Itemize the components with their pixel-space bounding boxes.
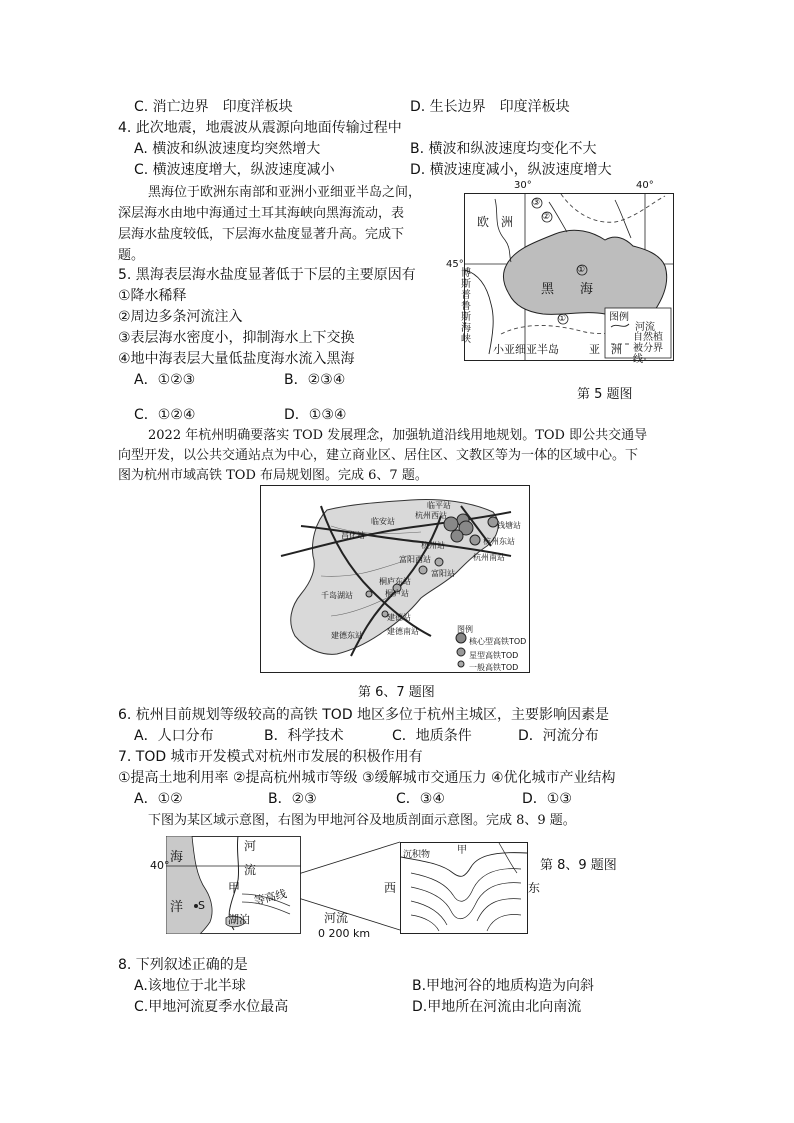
q6-option-d: D．河流分布 xyxy=(518,728,599,744)
station-jiande-south: 建德南站 xyxy=(387,627,419,636)
label-peninsula: 小亚细亚半岛 xyxy=(493,343,559,356)
label-river2: 流 xyxy=(244,863,257,877)
lon-40: 40° xyxy=(636,180,654,191)
station-jiande-east: 建德东站 xyxy=(331,631,363,640)
station-fuyang-west: 富阳西站 xyxy=(399,555,431,564)
label-west: 西 xyxy=(384,881,397,895)
label-contour: 等高线 xyxy=(252,887,288,908)
label-ocean: 洋 xyxy=(170,900,184,915)
q8-option-c: C.甲地河流夏季水位最高 xyxy=(134,999,289,1015)
q6-option-b: B．科学技术 xyxy=(264,728,344,744)
passage2-line1: 2022 年杭州明确要落实 TOD 发展理念，加强轨道沿线用地规划。TOD 即公共交通导 xyxy=(148,428,648,443)
q5-item-1: ①降水稀释 xyxy=(118,288,187,304)
station-hangzhou-east: 杭州东站 xyxy=(483,537,515,546)
label-jia-section: 甲 xyxy=(457,845,467,856)
q8-option-b: B.甲地河谷的地质构造为向斜 xyxy=(412,978,595,994)
legend67-core: 核心型高铁TOD xyxy=(469,637,527,646)
q6-option-a: A．人口分布 xyxy=(134,728,214,744)
passage1-line1: 黑海位于欧洲东南部和亚洲小亚细亚半岛之间， xyxy=(148,185,422,200)
mark-1b: ① xyxy=(558,314,567,324)
lat-45: 45° xyxy=(446,259,464,270)
q8-option-d: D.甲地所在河流由北向南流 xyxy=(412,999,582,1015)
passage2-line3: 图为杭州市域高铁 TOD 布局规划图。完成 6、7 题。 xyxy=(118,468,428,483)
mark-3: ③ xyxy=(532,198,541,208)
q4-option-d: D. 横波速度减小，纵波速度增大 xyxy=(410,162,612,178)
legend67-star: 星型高铁TOD xyxy=(469,651,519,660)
passage3: 下图为某区域示意图，右图为甲地河谷及地质剖面示意图。完成 8、9 题。 xyxy=(148,813,576,828)
lat-40: 40° xyxy=(150,859,170,872)
station-hangzhou-west: 杭州西站 xyxy=(415,511,447,520)
q7-items: ①提高土地利用率 ②提高杭州城市等级 ③缓解城市交通压力 ④优化城市产业结构 xyxy=(118,770,616,786)
map89-caption: 第 8、9 题图 xyxy=(540,858,617,873)
q5-option-d: D．①③④ xyxy=(284,407,347,423)
label-s: S xyxy=(198,899,205,912)
legend-title: 图例 xyxy=(609,312,629,323)
hangzhou-tod-map xyxy=(260,485,530,673)
label-sediment: 沉积物 xyxy=(403,850,431,860)
station-jiande: 建德站 xyxy=(387,613,411,622)
label-europe: 欧 洲 xyxy=(477,215,514,229)
mark-2: ② xyxy=(542,212,551,222)
station-qiandaohu: 千岛湖站 xyxy=(321,591,353,600)
q5-option-c: C．①②④ xyxy=(134,407,196,423)
geologic-section xyxy=(400,842,528,934)
station-tonglu: 桐庐站 xyxy=(385,589,409,598)
station-qiantang: 钱塘站 xyxy=(497,521,521,530)
station-hangzhou-south: 杭州南站 xyxy=(473,553,505,562)
q8-stem: 8. 下列叙述正确的是 xyxy=(118,957,248,973)
q6-option-c: C．地质条件 xyxy=(392,728,472,744)
q5-item-2: ②周边多条河流注入 xyxy=(118,309,243,325)
scale-bar: 0 200 km xyxy=(318,927,371,940)
legend67-title: 图例 xyxy=(457,625,473,634)
label-river: 河流 xyxy=(324,911,349,925)
legend-river: 河流 xyxy=(635,322,655,333)
station-linan: 临安站 xyxy=(371,517,395,526)
label-lake: 湖泊 xyxy=(228,913,250,926)
station-hangzhou: 杭州站 xyxy=(421,541,445,550)
label-asia: 亚 洲 xyxy=(589,343,622,356)
q6-stem: 6. 杭州目前规划等级较高的高铁 TOD 地区多位于杭州主城区，主要影响因素是 xyxy=(118,707,610,723)
label-river1: 河 xyxy=(244,839,257,853)
q4-option-b: B. 横波和纵波速度均变化不大 xyxy=(410,141,597,157)
q5-option-b: B．②③④ xyxy=(284,372,346,388)
legend67-general: 一般高铁TOD xyxy=(469,663,519,672)
q7-option-c: C．③④ xyxy=(396,791,445,807)
label-sea: 海 xyxy=(170,850,184,865)
passage1-line4: 题。 xyxy=(118,248,145,263)
region-map xyxy=(166,836,301,934)
map67-caption: 第 6、7 题图 xyxy=(358,685,435,700)
passage2-line2: 向型开发，以公共交通站点为中心，建立商业区、居住区、文教区等为一体的区域中心。下 xyxy=(118,448,639,463)
station-tonglu-east: 桐庐东站 xyxy=(379,577,411,586)
passage1-line2: 深层海水由地中海通过土耳其海峡向黑海流动，表 xyxy=(118,206,405,221)
q4-option-a: A. 横波和纵波速度均突然增大 xyxy=(134,141,321,157)
map5-caption: 第 5 题图 xyxy=(577,387,633,402)
q3-option-d: D. 生长边界 印度洋板块 xyxy=(410,99,570,115)
q4-stem: 4. 此次地震，地震波从震源向地面传输过程中 xyxy=(118,120,402,136)
q5-item-4: ④地中海表层大量低盐度海水流入黑海 xyxy=(118,351,355,367)
mark-1a: ① xyxy=(577,265,586,275)
q5-item-3: ③表层海水密度小，抑制海水上下交换 xyxy=(118,330,355,346)
label-jia: 甲 xyxy=(228,881,241,895)
label-east: 东 xyxy=(528,881,541,895)
q7-option-b: B．②③ xyxy=(268,791,317,807)
station-changhua: 昌化站 xyxy=(341,531,365,540)
label-strait: 博斯普鲁斯海峡 xyxy=(461,268,471,345)
q5-stem: 5. 黑海表层海水盐度显著低于下层的主要原因有 xyxy=(118,267,416,283)
lon-30: 30° xyxy=(514,180,532,191)
q4-option-c: C. 横波速度增大，纵波速度减小 xyxy=(134,162,335,178)
q8-option-a: A.该地位于北半球 xyxy=(134,978,246,994)
label-black-sea: 黑 海 xyxy=(541,282,594,297)
q5-option-a: A．①②③ xyxy=(134,372,196,388)
q7-stem: 7. TOD 城市开发模式对杭州市发展的积极作用有 xyxy=(118,749,423,765)
passage1-line3: 层海水盐度较低，下层海水盐度显著升高。完成下 xyxy=(118,227,405,242)
station-linping: 临平站 xyxy=(427,501,451,510)
black-sea-map xyxy=(461,193,674,365)
legend-boundary: 自然植被分界线 xyxy=(633,332,663,365)
station-fuyang: 富阳站 xyxy=(431,569,455,578)
q7-option-a: A．①② xyxy=(134,791,183,807)
q3-option-c: C. 消亡边界 印度洋板块 xyxy=(134,99,293,115)
q7-option-d: D．①③ xyxy=(522,791,572,807)
